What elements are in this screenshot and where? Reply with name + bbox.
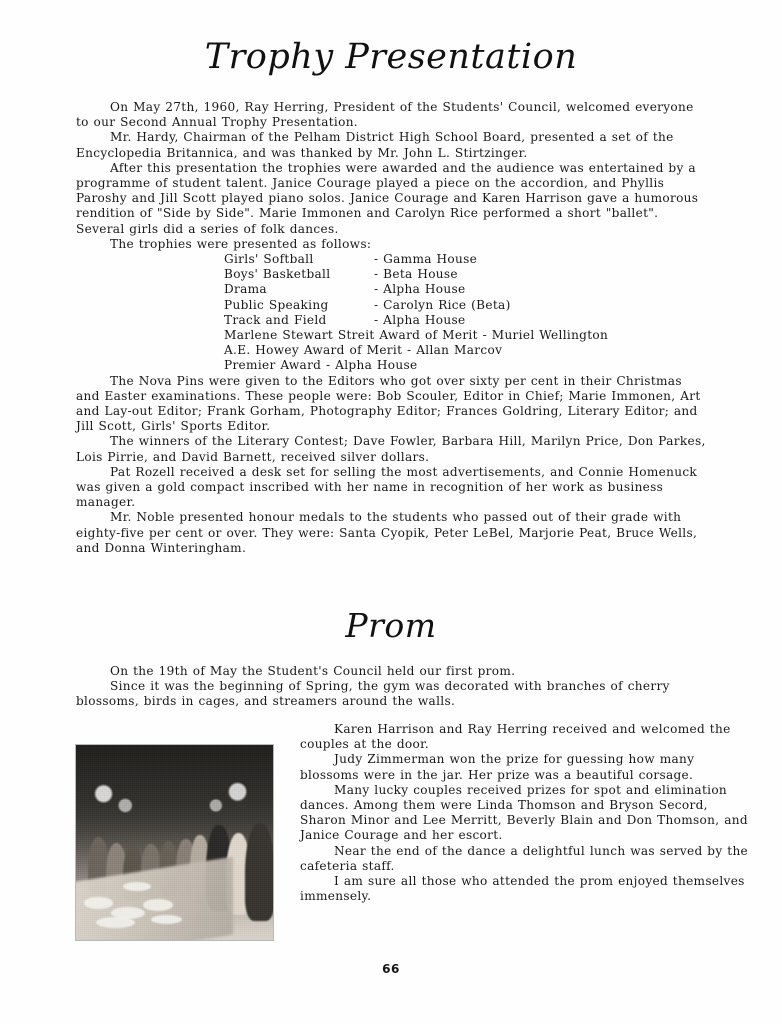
award-row <box>76 252 708 267</box>
award-row <box>76 343 708 358</box>
award-winner: - Alpha House <box>374 312 466 327</box>
paragraph: Near the end of the dance a delightful lunch was served by the cafeteria staff. <box>300 843 749 873</box>
paragraph: Pat Rozell received a desk set for selling the most advertisements, and Connie Homenuck was given a gold compact inscribed with her name in recognition of her work as business manager. <box>76 464 698 510</box>
award-row <box>76 298 708 313</box>
paragraph: I am sure all those who attended the prom enjoyed themselves immensely. <box>300 874 745 904</box>
paragraph: The trophies were presented as follows: <box>110 236 372 251</box>
paragraph: Mr. Hardy, Chairman of the Pelham District High School Board, presented a set of the Encyclopedia Britannica, and was thanked by Mr. John L. Stirtzinger. <box>76 130 674 160</box>
paragraph: Mr. Noble presented honour medals to the students who passed out of their grade with eighty-five per cent or over. They were: Santa Cyopik, Peter LeBel, Marjorie Peat, Bruce Wells, and Donna Winteringham. <box>76 510 698 555</box>
paragraph: Karen Harrison and Ray Herring received and welcomed the couples at the door. <box>300 722 731 752</box>
paragraph: On May 27th, 1960, Ray Herring, President of the Students' Council, welcomed everyone to our Second Annual Trophy Presentation. <box>76 100 694 130</box>
prom-heading: Prom <box>345 606 437 645</box>
paragraph: The winners of the Literary Contest; Dave Fowler, Barbara Hill, Marilyn Price, Don Parkes, Lois Pirrie, and David Barnett, received silver dollars. <box>76 434 706 464</box>
award-row <box>76 313 708 328</box>
paragraph: After this presentation the trophies were awarded and the audience was entertained by a programme of student talent. Janice Courage played a piece on the accordion, and Phyllis Paroshy and Jill Scott played piano solos. Janice Courage and Karen Harrison gave a humorous rendition of "Side by Side". Marie Immonen and Carolyn Rice performed a short "ballet". Several girls did a series of folk dances. <box>76 160 699 236</box>
paragraph: On the 19th of May the Student's Council held our first prom. <box>110 664 516 678</box>
page-number: 66 <box>382 962 400 976</box>
trophy-presentation-heading: Trophy Presentation <box>204 37 578 77</box>
award-winner: - Carolyn Rice (Beta) <box>374 297 511 312</box>
prom-intro-body <box>76 664 708 710</box>
award-name: Girls' Softball <box>224 252 314 267</box>
award-name: Track and Field <box>224 312 327 327</box>
award-row <box>76 328 708 343</box>
prom-column-body <box>300 722 752 904</box>
award-winner: - Beta House <box>374 267 458 282</box>
trophy-awards-list <box>76 252 708 374</box>
prom-photograph <box>75 744 274 941</box>
award-row <box>76 267 708 282</box>
award-row <box>76 282 708 297</box>
award-winner: - Alpha House <box>374 282 466 297</box>
paragraph: Many lucky couples received prizes for spot and elimination dances. Among them were Linda Thomson and Bryson Secord, Sharon Minor and Lee Merritt, Beverly Blain and Don Thomson, and Janice Courage and her escort. <box>300 782 748 843</box>
paragraph: Judy Zimmerman won the prize for guessing how many blossoms were in the jar. Her prize was a beautiful corsage. <box>300 752 695 782</box>
award-name: Marlene Stewart Streit Award of Merit - Muriel Wellington <box>224 328 609 343</box>
award-name: Boys' Basketball <box>224 267 331 282</box>
award-name: A.E. Howey Award of Merit - Allan Marcov <box>224 343 503 358</box>
award-row <box>76 358 708 373</box>
photo-grain-overlay <box>76 745 273 940</box>
paragraph: The Nova Pins were given to the Editors who got over sixty per cent in their Christmas and Easter examinations. These people were: Bob Scouler, Editor in Chief; Marie Immonen, Art and Lay-out Editor; Frank Gorham, Photography Editor; Frances Goldring, Literary Editor; and Jill Scott, Girls' Sports Editor. <box>76 373 701 434</box>
award-name: Premier Award - Alpha House <box>224 358 418 373</box>
prom-heading-container <box>0 604 782 644</box>
award-name: Public Speaking <box>224 297 329 312</box>
paragraph: Since it was the beginning of Spring, the gym was decorated with branches of cherry blossoms, birds in cages, and streamers around the walls. <box>76 679 670 709</box>
award-name: Drama <box>224 282 267 297</box>
trophy-presentation-body <box>76 100 708 556</box>
award-winner: - Gamma House <box>374 252 478 267</box>
